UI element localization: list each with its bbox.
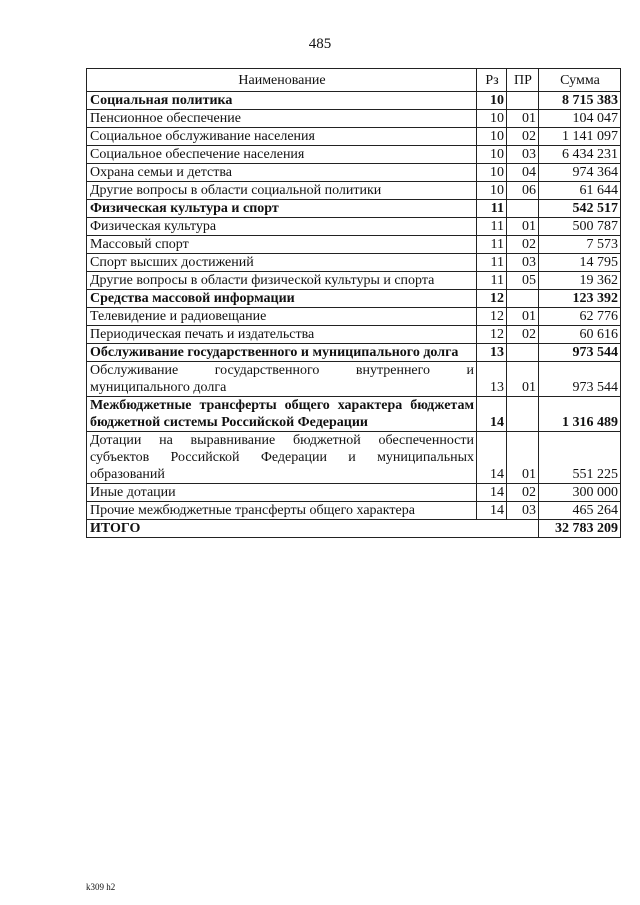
- row-pr: 01: [507, 432, 539, 484]
- row-sum: 500 787: [539, 218, 621, 236]
- table-row: [87, 326, 621, 344]
- table-row: [87, 484, 621, 502]
- row-name: Обслуживание государственного внутреннего и муниципального долга: [87, 362, 477, 397]
- row-sum: 123 392: [539, 290, 621, 308]
- row-name: Дотации на выравнивание бюджетной обеспеченности субъектов Российской Федерации и муниципальных образований: [87, 432, 477, 484]
- row-rz: 14: [477, 397, 507, 432]
- row-sum: 973 544: [539, 344, 621, 362]
- row-name: Спорт высших достижений: [87, 254, 477, 272]
- row-sum: 104 047: [539, 110, 621, 128]
- table-row: [87, 110, 621, 128]
- header-rz: Рз: [477, 69, 507, 92]
- table-row: [87, 146, 621, 164]
- row-pr: 03: [507, 146, 539, 164]
- total-row: [87, 520, 621, 538]
- header-sum: Сумма: [539, 69, 621, 92]
- row-pr: 03: [507, 254, 539, 272]
- row-rz: 10: [477, 92, 507, 110]
- table-row: [87, 272, 621, 290]
- row-pr: 02: [507, 236, 539, 254]
- row-name: Пенсионное обеспечение: [87, 110, 477, 128]
- total-label: ИТОГО: [87, 520, 539, 538]
- table-row: [87, 236, 621, 254]
- table-row: [87, 92, 621, 110]
- row-name: Средства массовой информации: [87, 290, 477, 308]
- row-sum: 551 225: [539, 432, 621, 484]
- row-rz: 11: [477, 254, 507, 272]
- row-name: Физическая культура: [87, 218, 477, 236]
- row-pr: 02: [507, 326, 539, 344]
- row-rz: 11: [477, 200, 507, 218]
- row-name: Массовый спорт: [87, 236, 477, 254]
- row-pr: [507, 290, 539, 308]
- row-name: Социальная политика: [87, 92, 477, 110]
- row-rz: 10: [477, 146, 507, 164]
- row-rz: 11: [477, 236, 507, 254]
- row-rz: 12: [477, 290, 507, 308]
- row-sum: 465 264: [539, 502, 621, 520]
- row-name: Социальное обслуживание населения: [87, 128, 477, 146]
- row-rz: 10: [477, 110, 507, 128]
- table-row: [87, 128, 621, 146]
- row-rz: 10: [477, 182, 507, 200]
- table-row: [87, 344, 621, 362]
- header-pr: ПР: [507, 69, 539, 92]
- row-pr: [507, 397, 539, 432]
- row-sum: 61 644: [539, 182, 621, 200]
- row-pr: 05: [507, 272, 539, 290]
- table-row: [87, 290, 621, 308]
- table-body: [87, 92, 621, 520]
- row-name: Другие вопросы в области физической культуры и спорта: [87, 272, 477, 290]
- row-name: Иные дотации: [87, 484, 477, 502]
- row-pr: [507, 344, 539, 362]
- row-sum: 14 795: [539, 254, 621, 272]
- row-rz: 13: [477, 362, 507, 397]
- table-row: [87, 164, 621, 182]
- row-rz: 11: [477, 272, 507, 290]
- table-row: [87, 397, 621, 432]
- table-row: [87, 254, 621, 272]
- table-row: [87, 308, 621, 326]
- table-row: [87, 218, 621, 236]
- row-sum: 1 316 489: [539, 397, 621, 432]
- footer-code: k309 h2: [86, 882, 116, 892]
- row-rz: 14: [477, 502, 507, 520]
- row-rz: 13: [477, 344, 507, 362]
- row-rz: 14: [477, 432, 507, 484]
- table-row: [87, 502, 621, 520]
- row-pr: 02: [507, 484, 539, 502]
- row-rz: 10: [477, 128, 507, 146]
- page-number: 485: [308, 36, 332, 52]
- row-pr: 03: [507, 502, 539, 520]
- table-row: [87, 362, 621, 397]
- row-pr: 04: [507, 164, 539, 182]
- row-pr: 01: [507, 218, 539, 236]
- table-header-row: [87, 69, 621, 92]
- row-name: Телевидение и радиовещание: [87, 308, 477, 326]
- row-sum: 973 544: [539, 362, 621, 397]
- row-name: Периодическая печать и издательства: [87, 326, 477, 344]
- row-pr: [507, 92, 539, 110]
- total-sum: 32 783 209: [539, 520, 621, 538]
- row-sum: 62 776: [539, 308, 621, 326]
- row-name: Прочие межбюджетные трансферты общего характера: [87, 502, 477, 520]
- row-name: Социальное обеспечение населения: [87, 146, 477, 164]
- row-rz: 12: [477, 326, 507, 344]
- row-rz: 12: [477, 308, 507, 326]
- row-pr: 01: [507, 308, 539, 326]
- row-name: Охрана семьи и детства: [87, 164, 477, 182]
- row-rz: 14: [477, 484, 507, 502]
- row-rz: 11: [477, 218, 507, 236]
- row-name: Межбюджетные трансферты общего характера бюджетам бюджетной системы Российской Федерации: [87, 397, 477, 432]
- table-row: [87, 200, 621, 218]
- row-name: Физическая культура и спорт: [87, 200, 477, 218]
- row-sum: 300 000: [539, 484, 621, 502]
- table-row: [87, 432, 621, 484]
- row-rz: 10: [477, 164, 507, 182]
- row-pr: [507, 200, 539, 218]
- budget-table: [86, 68, 621, 538]
- row-sum: 7 573: [539, 236, 621, 254]
- row-name: Обслуживание государственного и муниципального долга: [87, 344, 477, 362]
- row-sum: 19 362: [539, 272, 621, 290]
- row-sum: 6 434 231: [539, 146, 621, 164]
- row-pr: 01: [507, 110, 539, 128]
- row-sum: 974 364: [539, 164, 621, 182]
- row-pr: 02: [507, 128, 539, 146]
- header-name: Наименование: [87, 69, 477, 92]
- row-sum: 1 141 097: [539, 128, 621, 146]
- row-sum: 8 715 383: [539, 92, 621, 110]
- row-sum: 60 616: [539, 326, 621, 344]
- row-pr: 01: [507, 362, 539, 397]
- table-row: [87, 182, 621, 200]
- row-pr: 06: [507, 182, 539, 200]
- row-name: Другие вопросы в области социальной политики: [87, 182, 477, 200]
- row-sum: 542 517: [539, 200, 621, 218]
